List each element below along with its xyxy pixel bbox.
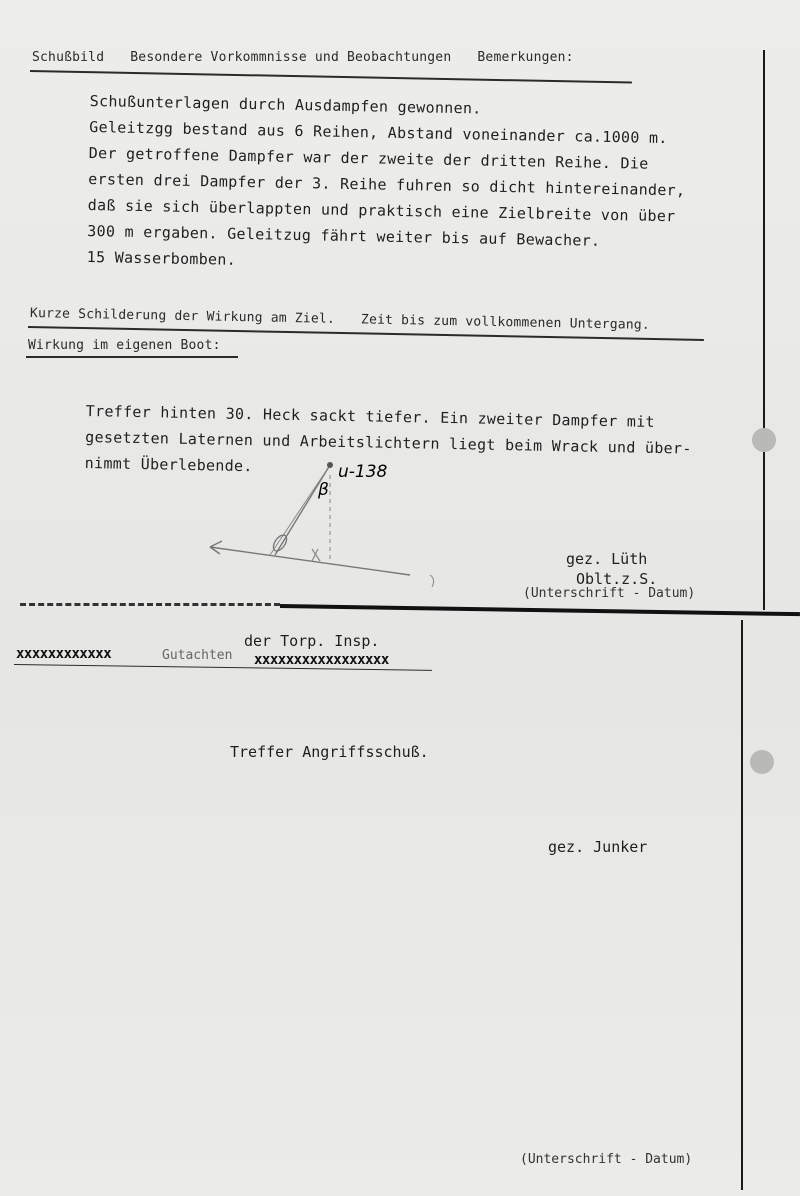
header-label-wirkung-boot: Wirkung im eigenen Boot: [28,338,221,353]
header-label-bemerkungen: Bemerkungen: [477,50,574,65]
header-top [32,50,574,65]
signature2-caption: (Unterschrift - Datum) [520,1152,693,1167]
inspection-label: Gutachten [162,648,233,663]
header-label-vorkommnisse: Besondere Vorkommnisse und Beobachtungen [130,50,452,65]
signature1-caption: (Unterschrift - Datum) [523,586,696,601]
report-line: Geleitzgg bestand aus 6 Reihen, Abstand voneinander ca.1000 m. [89,117,668,148]
report-line: Schußunterlagen durch Ausdampfen gewonnen. [89,91,482,118]
punch-hole-upper [752,428,776,452]
signature1-rank: Oblt.z.S. [576,570,658,588]
right-margin-rule [763,50,765,610]
inspection-strikeout-right: xxxxxxxxxxxxxxxxx [254,652,389,668]
separator-dashed [20,603,280,606]
report-text [87,88,688,281]
header-label-schussbild: Schußbild [32,50,105,65]
header-label-wirkung-ziel: Kurze Schilderung der Wirkung am Ziel. [29,306,336,327]
report-line: Der getroffene Dampfer war der zweite der dritten Reihe. Die [88,143,649,173]
report-line: 15 Wasserbomben. [86,247,237,269]
effect-line: gesetzten Laternen und Arbeitslichtern liegt beim Wrack und über- [85,427,692,458]
punch-hole-lower [750,750,774,774]
signature1-name: gez. Lüth [566,550,648,568]
separator-thick [280,604,800,616]
signature2-name: gez. Junker [548,838,648,856]
effect-line: Treffer hinten 30. Heck sackt tiefer. Ein zweiter Dampfer mit [85,401,656,431]
report-line: 300 m ergaben. Geleitzug fährt weiter bis auf Bewacher. [87,221,601,250]
sketch-beta: β [318,480,329,500]
report-line: daß sie sich überlappten und praktisch eine Zielbreite von über [87,195,676,226]
verdict-text: Treffer Angriffsschuß. [230,743,429,761]
header-boot-underline [26,356,238,358]
right-margin-rule-lower [741,620,743,1190]
effect-line: nimmt Überlebende. [84,453,253,476]
report-line: ersten drei Dampfer der 3. Reihe fuhren so dicht hintereinander, [88,169,686,200]
inspection-strikeout-left: xxxxxxxxxxxx [16,646,112,662]
header-label-untergang: Zeit bis zum vollkommenen Untergang. [360,312,651,333]
sketch-note: u-138 [338,462,388,482]
pencil-sketch [200,455,450,610]
header-top-underline [30,70,632,84]
inspection-title: der Torp. Insp. [244,632,380,650]
